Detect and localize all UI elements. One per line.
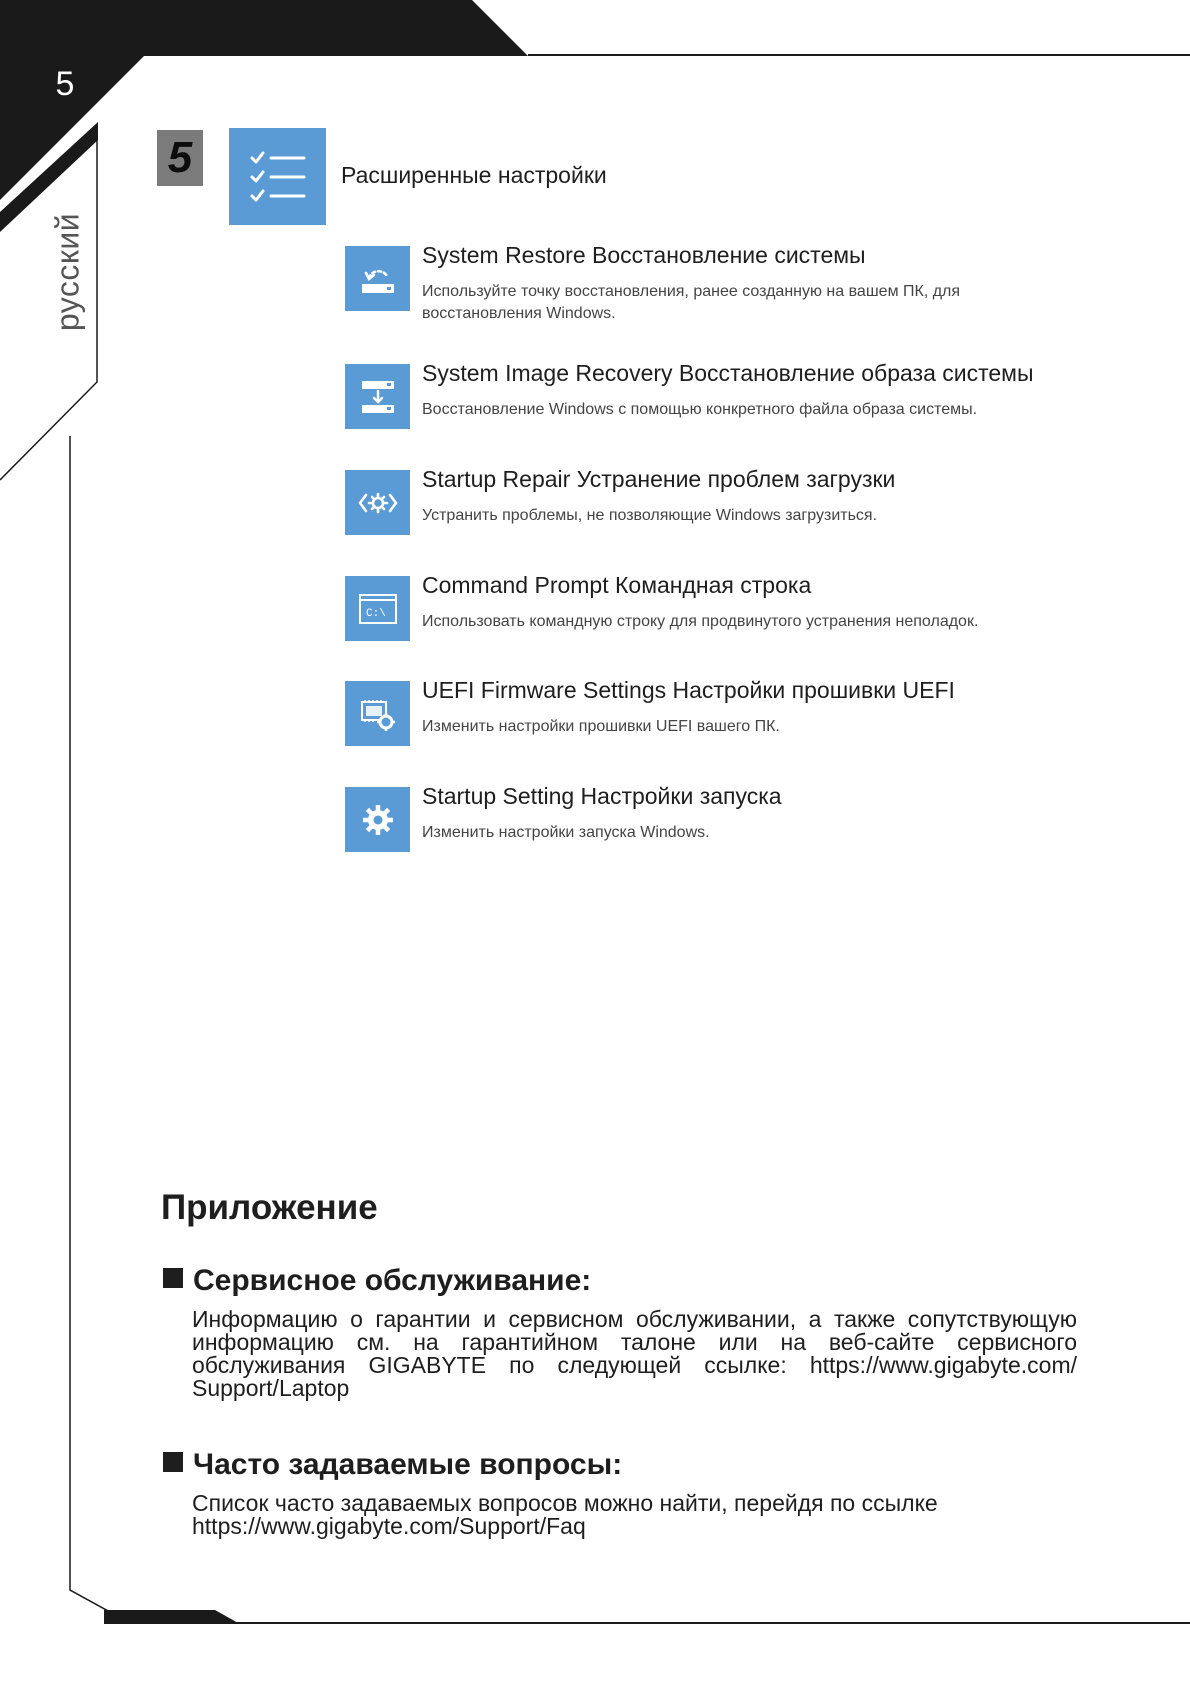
- faq-link[interactable]: https://www.gigabyte.com/Support/Faq: [192, 1513, 586, 1539]
- checklist-icon: [229, 128, 326, 225]
- option-description: Изменить настройки прошивки UEFI вашего ПК.: [422, 718, 780, 735]
- option-description: Используйте точку восстановления, ранее созданную на вашем ПК, для восстановления Windows.: [422, 283, 961, 322]
- frame-bottom-bar: [104, 1610, 240, 1624]
- advanced-options-title: Расширенные настройки: [341, 162, 607, 188]
- service-body: Информацию о гарантии и сервисном обслуживании, а также сопутствующую информацию см. на гарантийном талоне или на веб-сайте сервисного обслуживания GIGABYTE по следующей ссылке: https://www.gigabyte.com/ Support/Laptop: [192, 1306, 1077, 1401]
- bullet-square-icon: [163, 1268, 183, 1288]
- option-title: UEFI Firmware Settings Настройки прошивки UEFI: [422, 677, 955, 703]
- appendix-title: Приложение: [161, 1188, 378, 1227]
- service-heading-text: Сервисное обслуживание:: [193, 1264, 592, 1297]
- service-heading: [163, 1264, 591, 1298]
- option-startup-setting: [345, 783, 1105, 867]
- page-number: 5: [55, 65, 75, 103]
- option-description: Восстановление Windows с помощью конкретного файла образа системы.: [422, 401, 978, 418]
- option-title: Command Prompt Командная строка: [422, 572, 812, 598]
- option-description: Использовать командную строку для продвинутого устранения неполадок.: [422, 613, 979, 630]
- startup-repair-icon: [345, 470, 410, 535]
- faq-heading: [163, 1448, 622, 1482]
- command-prompt-icon: [345, 576, 410, 641]
- option-startup-repair: [345, 466, 1105, 550]
- option-title: Startup Setting Настройки запуска: [422, 783, 782, 809]
- bullet-square-icon: [163, 1452, 183, 1472]
- option-system-image-recovery: [345, 360, 1105, 444]
- option-uefi-firmware-settings: [345, 677, 1105, 761]
- step-number-badge: 5: [157, 130, 203, 186]
- startup-settings-gear-icon: [345, 787, 410, 852]
- option-title: Startup Repair Устранение проблем загрузки: [422, 466, 896, 492]
- system-image-recovery-icon: [345, 364, 410, 429]
- language-label: русский: [49, 212, 86, 332]
- option-system-restore: [345, 242, 1105, 326]
- system-restore-icon: [345, 246, 410, 311]
- uefi-settings-icon: [345, 681, 410, 746]
- faq-heading-text: Часто задаваемые вопросы:: [193, 1448, 623, 1481]
- prompt-glyph: C:\: [365, 607, 386, 620]
- frame-bottom-line: [70, 436, 130, 1623]
- option-title: System Image Recovery Восстановление образа системы: [422, 360, 1034, 386]
- option-command-prompt: [345, 572, 1105, 656]
- option-description: Изменить настройки запуска Windows.: [422, 824, 710, 841]
- faq-body-line: Список часто задаваемых вопросов можно найти, перейдя по ссылке: [192, 1490, 938, 1516]
- option-title: System Restore Восстановление системы: [422, 242, 866, 268]
- faq-body: [192, 1492, 1077, 1538]
- option-description: Устранить проблемы, не позволяющие Windows загрузиться.: [422, 507, 878, 524]
